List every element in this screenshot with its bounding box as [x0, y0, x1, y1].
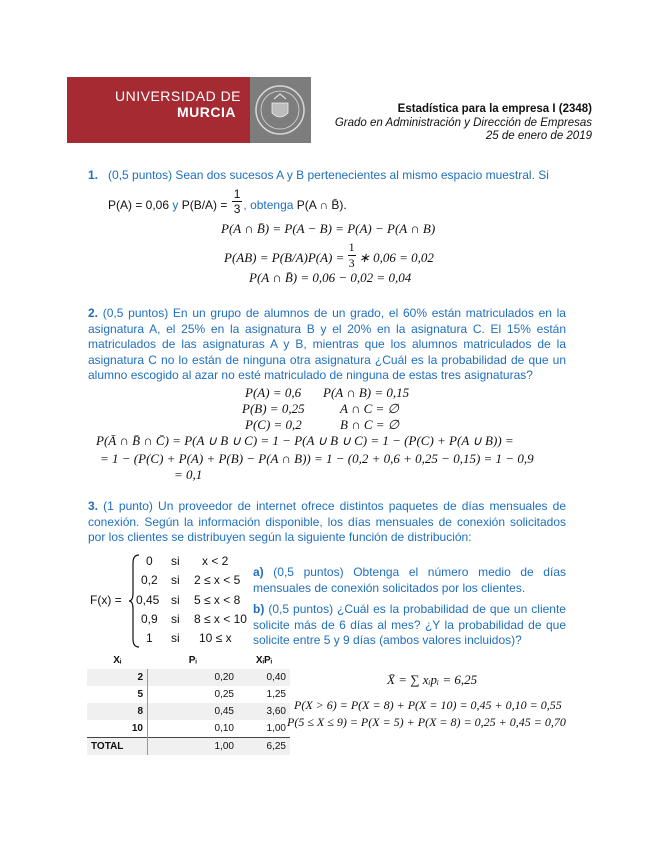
given-and: y [169, 197, 182, 212]
fraction-denominator: 3 [233, 202, 241, 216]
cell-xi: 2 [87, 669, 148, 686]
university-crest-logo [250, 77, 311, 143]
cell-xi: 10 [87, 720, 148, 738]
table-row [87, 720, 290, 738]
fx-si: si [171, 631, 180, 645]
fx-value: 0,2 [141, 573, 158, 587]
question-1-statement [88, 168, 566, 184]
cell-pi: 0,20 [148, 669, 239, 686]
part-b-label: b) [253, 602, 265, 616]
q1-sol2-num: 1 [348, 240, 355, 254]
cell-pi: 0,25 [214, 689, 234, 700]
cell-xipi: 1,25 [266, 689, 286, 700]
fx-value: 0 [146, 554, 153, 568]
part-a-label: a) [253, 565, 264, 579]
given-pba: P(B/A) = [181, 197, 231, 212]
q2-given-pb: P(B) = 0,25 [242, 401, 305, 416]
q3-mean: X̄ = ∑ xᵢpᵢ = 6,25 [387, 672, 478, 687]
university-name-line1: UNIVERSIDAD DE [115, 88, 242, 104]
fx-value: 0,45 [136, 593, 160, 607]
table-total-row [87, 738, 290, 756]
fx-label: F(x) = [90, 593, 122, 607]
q1-sol2-left: P(AB) = P(B/A)P(A) = [224, 250, 348, 266]
q3-prob-5to9: P(5 ≤ X ≤ 9) = P(X = 5) + P(X = 8) = 0,25 + 0,45 = 0,70 [287, 715, 566, 729]
fx-si: si [171, 573, 180, 587]
q2-given-pa: P(A) = 0,6 [245, 385, 302, 400]
q1-sol2-right: ∗ 0,06 = 0,02 [355, 250, 434, 266]
part-a-text: (0,5 puntos) Obtenga el número medio de días mensuales de conexión solicitados por los clientes. [253, 565, 566, 595]
table-row [87, 703, 290, 720]
q2-solution-line2: = 1 − (P(C) + P(A) + P(B) − P(A ∩ B)) = 1 − (0,2 + 0,6 + 0,25 − 0,15) = 1 − 0,9 [100, 451, 534, 466]
cell-xi: 8 [87, 703, 148, 720]
q1-sol2-fraction [348, 240, 356, 271]
q3-prob-gt6: P(X > 6) = P(X = 8) + P(X = 10) = 0,45 + 0,10 = 0,55 [294, 698, 562, 712]
question-1-givens [108, 187, 347, 216]
q1-solution-line2 [224, 240, 434, 271]
q2-solution-line1: P(Ā ∩ B̄ ∩ C̄) = P(A ∪ B ∪ C) = 1 − P(A ∪ B ∪ C) = 1 − (P(C) + P(A ∪ B)) = [96, 433, 514, 448]
fx-row [146, 554, 153, 568]
fx-row [146, 631, 153, 645]
fx-cond: 8 ≤ x < 10 [194, 612, 247, 626]
q1-solution-line1: P(A ∩ B̄) = P(A − B) = P(A) − P(A ∩ B) [221, 221, 436, 236]
part-b-text: (0,5 puntos) ¿Cuál es la probabilidad de que un cliente solicite más de 6 días al mes? ¿Y la probabilidad de que solicite entre 5 y 9 días (ambos valores incluidos)? [253, 602, 566, 647]
given-obtain: , obtenga [243, 197, 297, 212]
fx-row [141, 573, 158, 587]
cell-total-xipi: 6,25 [238, 738, 290, 756]
given-pa: P(A) = 0,06 [108, 197, 170, 212]
course-title: Estadística para la empresa I (2348) [397, 103, 592, 115]
part-b [253, 602, 566, 649]
fraction-one-third [232, 187, 243, 216]
cell-xipi: 1,00 [266, 723, 286, 734]
question-2-text: (0,5 puntos) En un grupo de alumnos de un grado, el 60% están matriculados en la asignatura A, el 25% en la asignatura B y el 20% en la asignatura C. El 15% están matriculados de las asignaturas A y B, mientras que los alumnos matriculados de la asignatura C no lo están de ninguna otra asignatura ¿Cuál es la probabilidad de que un alumno escogido al azar no esté matriculado de ninguna de estas tres asignaturas? [88, 306, 566, 382]
cell-pi: 0,10 [214, 723, 234, 734]
cell-xi: 5 [87, 686, 148, 703]
fx-value: 0,9 [141, 612, 158, 626]
q1-sol2-den: 3 [348, 256, 355, 270]
table-row [87, 686, 290, 703]
fx-value: 1 [146, 631, 153, 645]
fx-cond: 2 ≤ x < 5 [194, 573, 241, 587]
q2-given-bc: B ∩ C = ∅ [340, 417, 400, 432]
cell-pi: 0,45 [148, 703, 239, 720]
q1-solution-line3: P(A ∩ B̄) = 0,06 − 0,02 = 0,04 [249, 270, 412, 285]
question-3-statement [88, 499, 566, 546]
header-xipi: XᵢPᵢ [255, 655, 273, 666]
fx-cond: x < 2 [202, 554, 229, 568]
header-pi: Pᵢ [188, 655, 197, 666]
exam-date: 25 de enero de 2019 [485, 130, 592, 142]
question-3-number: 3. [88, 499, 99, 513]
fx-si: si [171, 593, 180, 607]
table-row [87, 669, 290, 686]
degree-name: Grado en Administración y Dirección de Empresas [334, 117, 592, 129]
q2-given-pab: P(A ∩ B) = 0,15 [323, 385, 410, 400]
probability-table [87, 652, 290, 755]
fx-si: si [171, 554, 180, 568]
cell-total-pi: 1,00 [148, 738, 239, 756]
table-header-row [87, 652, 290, 669]
university-name-line2: MURCIA [177, 104, 236, 120]
question-2-statement [88, 306, 566, 384]
cell-total-label: TOTAL [87, 738, 148, 756]
cell-xipi: 3,60 [238, 703, 290, 720]
header-xi: Xᵢ [113, 655, 122, 666]
q2-solution-line3: = 0,1 [174, 467, 203, 482]
q2-given-ac: A ∩ C = ∅ [340, 401, 399, 416]
question-1-number: 1. [88, 168, 99, 182]
fraction-numerator: 1 [233, 187, 241, 201]
fx-cond: 5 ≤ x < 8 [194, 593, 241, 607]
fx-row [141, 612, 158, 626]
question-2-number: 2. [88, 306, 99, 320]
given-target: P(A ∩ B̄). [296, 197, 347, 212]
q2-given-pc: P(C) = 0,2 [245, 417, 302, 432]
question-3-text: (1 punto) Un proveedor de internet ofrece distintos paquetes de días mensuales de conexión. Según la información disponible, los días mensuales de conexión solicitados por los clientes se distribuyen según la siguiente función de distribución: [88, 499, 566, 544]
fx-row [136, 593, 159, 607]
fx-cond: 10 ≤ x [199, 631, 232, 645]
cell-xipi: 0,40 [238, 669, 290, 686]
part-a [253, 565, 566, 596]
question-1-text: (0,5 puntos) Sean dos sucesos A y B pertenecientes al mismo espacio muestral. Si [108, 168, 549, 182]
fx-si: si [171, 612, 180, 626]
